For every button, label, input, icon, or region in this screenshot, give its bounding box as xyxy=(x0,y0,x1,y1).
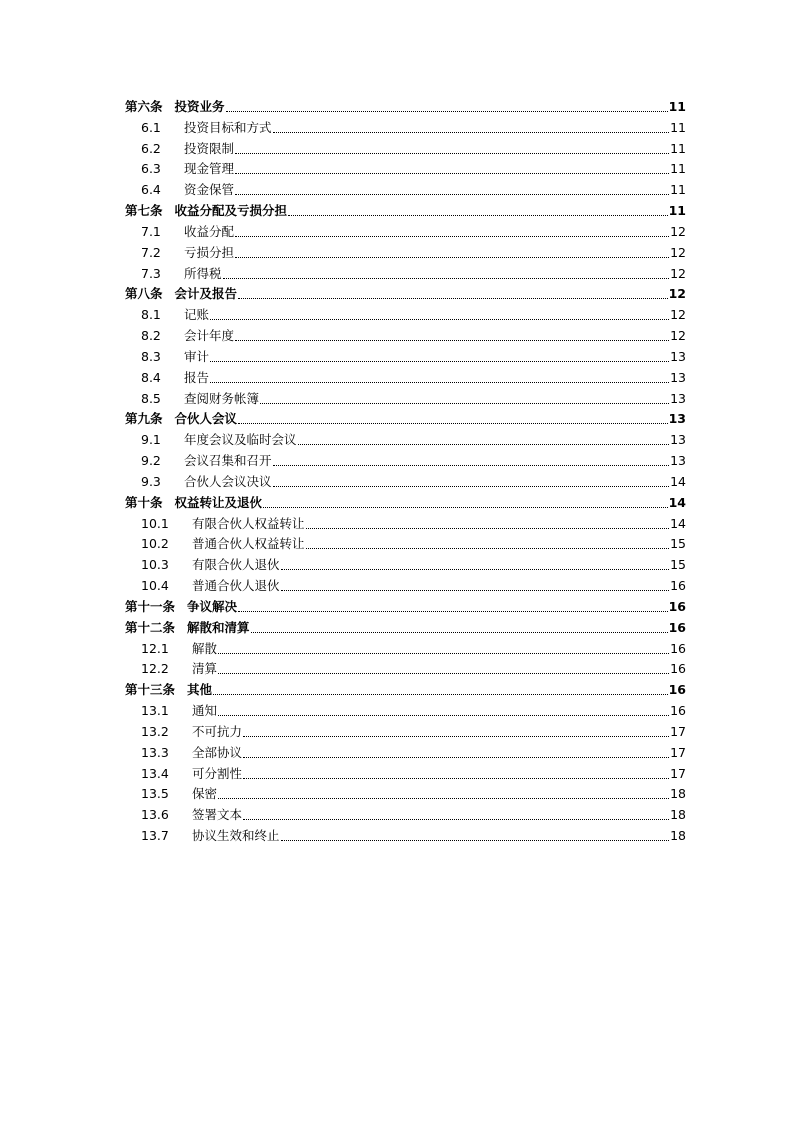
dot-leader xyxy=(273,472,670,492)
toc-chapter-entry[interactable] xyxy=(125,97,686,117)
toc-title: 投资限制 xyxy=(184,140,235,156)
toc-section-entry[interactable] xyxy=(141,430,686,450)
toc-section-entry[interactable] xyxy=(141,118,686,138)
dot-leader xyxy=(235,159,669,179)
toc-section-entry[interactable] xyxy=(141,555,686,575)
toc-number: 第十二条 xyxy=(125,619,176,635)
toc-title: 争议解决 xyxy=(187,598,238,614)
toc-page-number: 17 xyxy=(670,765,686,781)
toc-title: 不可抗力 xyxy=(192,723,243,739)
dot-leader xyxy=(218,701,669,721)
toc-title: 普通合伙人权益转让 xyxy=(192,536,305,552)
toc-section-entry[interactable] xyxy=(141,576,686,596)
toc-section-entry[interactable] xyxy=(141,451,686,471)
toc-title: 解散和清算 xyxy=(187,619,250,635)
toc-page-number: 13 xyxy=(668,411,686,427)
toc-chapter-entry[interactable] xyxy=(125,597,686,617)
toc-title: 可分割性 xyxy=(192,765,243,781)
dot-leader xyxy=(243,722,669,742)
toc-title: 全部协议 xyxy=(192,744,243,760)
dot-leader xyxy=(263,493,668,513)
toc-page-number: 17 xyxy=(670,744,686,760)
dot-leader xyxy=(243,764,669,784)
toc-title: 投资业务 xyxy=(174,99,225,114)
toc-page-number: 16 xyxy=(670,703,686,719)
toc-number: 7.2 xyxy=(141,244,161,260)
toc-title: 合伙人会议 xyxy=(174,411,238,427)
toc-title: 报告 xyxy=(184,369,210,385)
toc-page-number: 11 xyxy=(668,203,686,219)
toc-title: 收益分配及亏损分担 xyxy=(174,203,288,219)
toc-title: 记账 xyxy=(184,307,210,323)
dot-leader xyxy=(273,118,670,138)
toc-page-number: 18 xyxy=(670,786,686,802)
toc-number: 8.5 xyxy=(141,390,161,406)
toc-section-entry[interactable] xyxy=(141,639,686,659)
toc-title: 有限合伙人权益转让 xyxy=(192,515,305,531)
toc-number: 13.3 xyxy=(141,744,169,760)
dot-leader xyxy=(306,534,670,554)
toc-title: 现金管理 xyxy=(184,161,235,177)
toc-section-entry[interactable] xyxy=(141,514,686,534)
toc-number: 10.4 xyxy=(141,578,169,594)
toc-page-number: 13 xyxy=(670,432,686,448)
toc-page-number: 13 xyxy=(670,453,686,469)
toc-page-number: 15 xyxy=(670,557,686,573)
dot-leader xyxy=(243,743,669,763)
toc-page-number: 12 xyxy=(668,286,686,302)
toc-number: 9.1 xyxy=(141,432,161,448)
toc-page-number: 11 xyxy=(670,161,686,177)
toc-number: 8.4 xyxy=(141,369,161,385)
dot-leader xyxy=(210,305,669,325)
dot-leader xyxy=(251,618,668,638)
toc-title: 会计年度 xyxy=(184,328,235,344)
dot-leader xyxy=(218,659,669,679)
toc-title: 其他 xyxy=(187,682,213,698)
toc-section-entry[interactable] xyxy=(141,764,686,784)
toc-page-number: 14 xyxy=(668,494,686,510)
toc-number: 6.2 xyxy=(141,140,161,156)
dot-leader xyxy=(210,347,669,367)
toc-section-entry[interactable] xyxy=(141,472,686,492)
toc-page-number: 14 xyxy=(670,473,686,489)
dot-leader xyxy=(238,284,668,304)
dot-leader xyxy=(235,326,669,346)
toc-number: 10.2 xyxy=(141,536,169,552)
toc-page-number: 16 xyxy=(670,661,686,677)
toc-page-number: 13 xyxy=(670,369,686,385)
toc-title: 资金保管 xyxy=(184,182,235,198)
dot-leader xyxy=(235,222,669,242)
toc-page-number: 11 xyxy=(670,182,686,198)
toc-title: 普通合伙人退伙 xyxy=(192,578,280,594)
toc-title: 解散 xyxy=(192,640,218,656)
toc-page-number: 12 xyxy=(670,223,686,239)
toc-section-entry[interactable] xyxy=(141,139,686,159)
toc-section-entry[interactable] xyxy=(141,743,686,763)
toc-number: 13.7 xyxy=(141,828,169,844)
toc-page-number: 12 xyxy=(670,328,686,344)
dot-leader xyxy=(226,97,668,117)
dot-leader xyxy=(218,639,669,659)
toc-number: 6.4 xyxy=(141,182,161,198)
toc-title: 投资目标和方式 xyxy=(184,119,272,135)
toc-section-entry[interactable] xyxy=(141,805,686,825)
dot-leader xyxy=(281,826,670,846)
dot-leader xyxy=(273,451,670,471)
dot-leader xyxy=(210,368,669,388)
toc-number: 13.1 xyxy=(141,703,169,719)
toc-chapter-entry[interactable] xyxy=(125,680,686,700)
toc-page-number: 18 xyxy=(670,828,686,844)
toc-chapter-entry[interactable] xyxy=(125,409,686,429)
toc-page-number: 11 xyxy=(670,119,686,135)
toc-section-entry[interactable] xyxy=(141,389,686,409)
toc-title: 保密 xyxy=(192,786,218,802)
toc-chapter-entry[interactable] xyxy=(125,284,686,304)
toc-number: 6.3 xyxy=(141,161,161,177)
toc-section-entry[interactable] xyxy=(141,347,686,367)
dot-leader xyxy=(235,180,669,200)
dot-leader xyxy=(238,597,668,617)
toc-number: 10.3 xyxy=(141,557,169,573)
toc-title: 合伙人会议决议 xyxy=(184,473,272,489)
toc-number: 7.1 xyxy=(141,223,161,239)
toc-number: 13.2 xyxy=(141,723,169,739)
toc-title: 有限合伙人退伙 xyxy=(192,557,280,573)
toc-section-entry[interactable] xyxy=(141,264,686,284)
dot-leader xyxy=(288,201,668,221)
toc-page-number: 12 xyxy=(670,244,686,260)
toc-title: 亏损分担 xyxy=(184,244,235,260)
toc-section-entry[interactable] xyxy=(141,222,686,242)
toc-title: 签署文本 xyxy=(192,807,243,823)
dot-leader xyxy=(235,139,669,159)
toc-page-number: 13 xyxy=(670,390,686,406)
toc-number: 7.3 xyxy=(141,265,161,281)
toc-chapter-entry[interactable] xyxy=(125,618,686,638)
toc-section-entry[interactable] xyxy=(141,243,686,263)
toc-section-entry[interactable] xyxy=(141,326,686,346)
toc-page-number: 11 xyxy=(668,99,686,114)
toc-section-entry[interactable] xyxy=(141,305,686,325)
dot-leader xyxy=(213,680,668,700)
toc-number: 10.1 xyxy=(141,515,169,531)
toc-number: 第六条 xyxy=(125,99,163,114)
toc-section-entry[interactable] xyxy=(141,826,686,846)
toc-title: 通知 xyxy=(192,703,218,719)
toc-page-number: 16 xyxy=(670,578,686,594)
toc-number: 第七条 xyxy=(125,203,163,219)
toc-number: 第十三条 xyxy=(125,682,176,698)
toc-section-entry[interactable] xyxy=(141,659,686,679)
dot-leader xyxy=(243,805,669,825)
dot-leader xyxy=(235,243,669,263)
toc-page-number: 12 xyxy=(670,265,686,281)
toc-page-number: 14 xyxy=(670,515,686,531)
dot-leader xyxy=(238,409,668,429)
toc-page-number: 16 xyxy=(668,682,686,698)
toc-title: 会计及报告 xyxy=(174,286,238,302)
dot-leader xyxy=(298,430,670,450)
toc-number: 12.2 xyxy=(141,661,169,677)
toc-chapter-entry[interactable] xyxy=(125,201,686,221)
toc-title: 协议生效和终止 xyxy=(192,828,280,844)
toc-title: 年度会议及临时会议 xyxy=(184,432,297,448)
toc-page-number: 17 xyxy=(670,723,686,739)
toc-page-number: 12 xyxy=(670,307,686,323)
toc-title: 清算 xyxy=(192,661,218,677)
toc-page-number: 15 xyxy=(670,536,686,552)
toc-number: 13.6 xyxy=(141,807,169,823)
toc-section-entry[interactable] xyxy=(141,180,686,200)
toc-number: 9.3 xyxy=(141,473,161,489)
dot-leader xyxy=(281,576,670,596)
toc-number: 8.3 xyxy=(141,348,161,364)
toc-section-entry[interactable] xyxy=(141,159,686,179)
toc-page-number: 11 xyxy=(670,140,686,156)
toc-title: 所得税 xyxy=(184,265,222,281)
toc-number: 6.1 xyxy=(141,119,161,135)
toc-page-number: 16 xyxy=(668,598,686,614)
toc-number: 8.1 xyxy=(141,307,161,323)
toc-page-number: 16 xyxy=(670,640,686,656)
toc-chapter-entry[interactable] xyxy=(125,493,686,513)
toc-number: 13.4 xyxy=(141,765,169,781)
toc-title: 审计 xyxy=(184,348,210,364)
toc-number: 8.2 xyxy=(141,328,161,344)
toc-number: 13.5 xyxy=(141,786,169,802)
dot-leader xyxy=(306,514,670,534)
toc-title: 收益分配 xyxy=(184,223,235,239)
toc-number: 第九条 xyxy=(125,411,163,427)
toc-section-entry[interactable] xyxy=(141,368,686,388)
toc-number: 第十一条 xyxy=(125,598,176,614)
toc-title: 权益转让及退伙 xyxy=(174,494,263,510)
toc-page-number: 13 xyxy=(670,348,686,364)
dot-leader xyxy=(223,264,670,284)
toc-number: 9.2 xyxy=(141,453,161,469)
toc-number: 第八条 xyxy=(125,286,163,302)
dot-leader xyxy=(260,389,669,409)
toc-number: 第十条 xyxy=(125,494,163,510)
toc-title: 会议召集和召开 xyxy=(184,453,272,469)
toc-page-number: 16 xyxy=(668,619,686,635)
toc-page-number: 18 xyxy=(670,807,686,823)
toc-section-entry[interactable] xyxy=(141,534,686,554)
toc-section-entry[interactable] xyxy=(141,722,686,742)
toc-section-entry[interactable] xyxy=(141,701,686,721)
dot-leader xyxy=(218,784,669,804)
toc-section-entry[interactable] xyxy=(141,784,686,804)
toc-number: 12.1 xyxy=(141,640,169,656)
dot-leader xyxy=(281,555,670,575)
toc-title: 查阅财务帐簿 xyxy=(184,390,260,406)
